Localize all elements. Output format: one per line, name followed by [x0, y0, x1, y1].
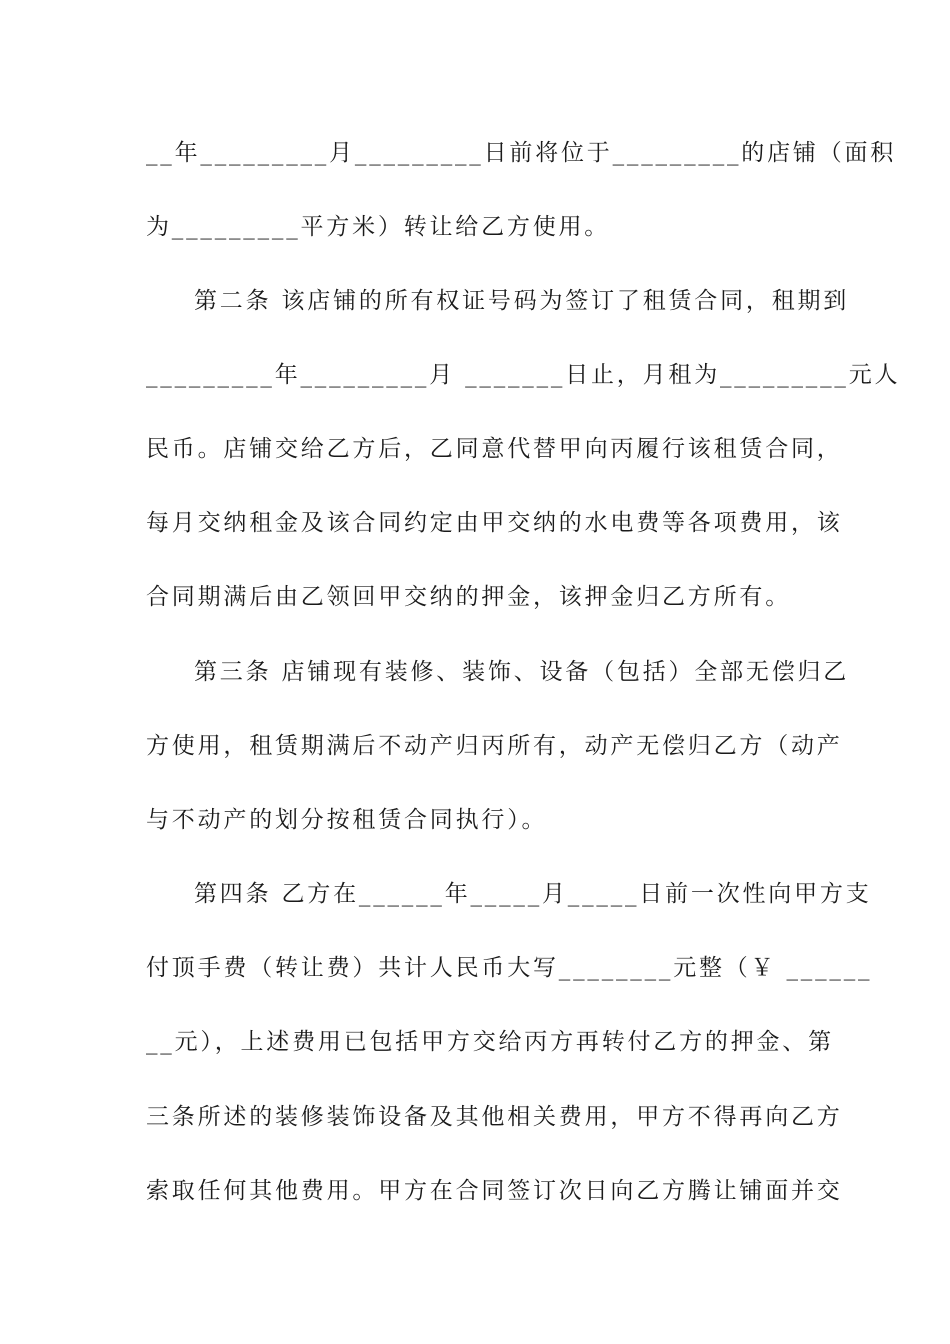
text-line-4: _________年_________月 _______日止，月租为_________元人	[146, 362, 901, 388]
article-4-heading-line: 第四条 乙方在______年_____月_____日前一次性向甲方支	[194, 881, 872, 907]
text-line-9: 方使用，租赁期满后不动产归丙所有，动产无偿归乙方（动产	[146, 733, 843, 759]
text-line-5: 民币。店铺交给乙方后，乙同意代替甲向丙履行该租赁合同，	[146, 436, 843, 462]
text-line-1: __年_________月_________日前将位于_________的店铺（面积	[146, 140, 897, 166]
text-line-10: 与不动产的划分按租赁合同执行）。	[146, 807, 548, 833]
text-line-13: __元），上述费用已包括甲方交给丙方再转付乙方的押金、第	[146, 1029, 834, 1055]
article-3-heading-line: 第三条 店铺现有装修、装饰、设备（包括）全部无偿归乙	[194, 659, 850, 685]
text-line-7: 合同期满后由乙领回甲交纳的押金，该押金归乙方所有。	[146, 584, 791, 610]
text-line-14: 三条所述的装修装饰设备及其他相关费用，甲方不得再向乙方	[146, 1104, 843, 1130]
text-line-12: 付顶手费（转让费）共计人民币大写________元整（￥ ______	[146, 955, 873, 981]
text-line-2: 为_________平方米）转让给乙方使用。	[146, 214, 611, 240]
article-2-heading-line: 第二条 该店铺的所有权证号码为签订了租赁合同，租期到	[194, 288, 850, 314]
text-line-6: 每月交纳租金及该合同约定由甲交纳的水电费等各项费用，该	[146, 510, 843, 536]
text-line-15: 索取任何其他费用。甲方在合同签订次日向乙方腾让铺面并交	[146, 1178, 843, 1204]
